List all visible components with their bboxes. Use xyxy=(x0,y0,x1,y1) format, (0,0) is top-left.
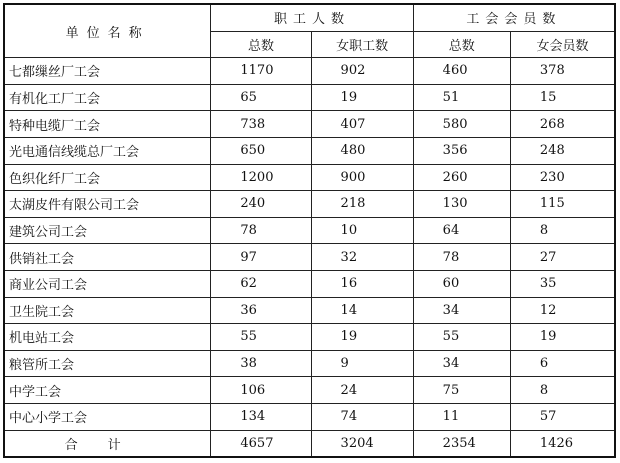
staff-total-cell: 78 xyxy=(211,217,311,244)
header-unit-name: 单位名称 xyxy=(4,4,211,58)
total-union-total: 2354 xyxy=(413,430,510,457)
union-female-cell: 115 xyxy=(510,191,615,218)
header-union-member-count: 工会会员数 xyxy=(413,4,615,31)
union-total-cell: 60 xyxy=(413,270,510,297)
unit-name-cell: 供销社工会 xyxy=(4,244,211,271)
table-row xyxy=(4,244,615,271)
unit-name-cell: 中学工会 xyxy=(4,377,211,404)
table-row xyxy=(4,58,615,85)
header-union-total: 总数 xyxy=(413,31,510,58)
table-body xyxy=(4,58,615,430)
unit-name-cell: 七都缫丝厂工会 xyxy=(4,58,211,85)
staff-female-cell: 74 xyxy=(311,403,413,430)
table-row xyxy=(4,217,615,244)
header-union-female: 女会员数 xyxy=(510,31,615,58)
union-total-cell: 580 xyxy=(413,111,510,138)
header-staff-total: 总数 xyxy=(211,31,311,58)
total-union-female: 1426 xyxy=(510,430,615,457)
union-total-cell: 11 xyxy=(413,403,510,430)
staff-total-cell: 97 xyxy=(211,244,311,271)
table-row xyxy=(4,270,615,297)
unit-name-cell: 建筑公司工会 xyxy=(4,217,211,244)
union-total-cell: 75 xyxy=(413,377,510,404)
union-total-cell: 356 xyxy=(413,137,510,164)
staff-female-cell: 10 xyxy=(311,217,413,244)
table-row xyxy=(4,84,615,111)
union-female-cell: 35 xyxy=(510,270,615,297)
union-female-cell: 15 xyxy=(510,84,615,111)
staff-total-cell: 55 xyxy=(211,324,311,351)
table-row xyxy=(4,377,615,404)
staff-female-cell: 14 xyxy=(311,297,413,324)
table-row xyxy=(4,164,615,191)
union-total-cell: 34 xyxy=(413,297,510,324)
total-label: 合计 xyxy=(4,430,211,457)
unit-name-cell: 中心小学工会 xyxy=(4,403,211,430)
unit-name-cell: 机电站工会 xyxy=(4,324,211,351)
header-staff-female: 女职工数 xyxy=(311,31,413,58)
staff-female-cell: 218 xyxy=(311,191,413,218)
table-row xyxy=(4,137,615,164)
unit-name-cell: 色织化纤厂工会 xyxy=(4,164,211,191)
table-row xyxy=(4,297,615,324)
staff-female-cell: 19 xyxy=(311,324,413,351)
union-statistics-table xyxy=(3,3,616,458)
staff-female-cell: 902 xyxy=(311,58,413,85)
staff-total-cell: 1170 xyxy=(211,58,311,85)
staff-total-cell: 62 xyxy=(211,270,311,297)
header-row-groups xyxy=(4,4,615,31)
unit-name-cell: 有机化工厂工会 xyxy=(4,84,211,111)
union-female-cell: 8 xyxy=(510,217,615,244)
staff-female-cell: 407 xyxy=(311,111,413,138)
staff-total-cell: 134 xyxy=(211,403,311,430)
union-total-cell: 130 xyxy=(413,191,510,218)
header-staff-count: 职工人数 xyxy=(211,4,413,31)
total-staff-female: 3204 xyxy=(311,430,413,457)
staff-total-cell: 65 xyxy=(211,84,311,111)
table-header xyxy=(4,4,615,58)
table-row xyxy=(4,324,615,351)
union-total-cell: 34 xyxy=(413,350,510,377)
unit-name-cell: 光电通信线缆总厂工会 xyxy=(4,137,211,164)
table-row xyxy=(4,350,615,377)
union-female-cell: 230 xyxy=(510,164,615,191)
staff-female-cell: 24 xyxy=(311,377,413,404)
staff-female-cell: 16 xyxy=(311,270,413,297)
staff-total-cell: 106 xyxy=(211,377,311,404)
total-row xyxy=(4,430,615,457)
staff-total-cell: 240 xyxy=(211,191,311,218)
union-female-cell: 6 xyxy=(510,350,615,377)
total-staff-total: 4657 xyxy=(211,430,311,457)
union-female-cell: 248 xyxy=(510,137,615,164)
staff-female-cell: 19 xyxy=(311,84,413,111)
staff-female-cell: 480 xyxy=(311,137,413,164)
staff-female-cell: 900 xyxy=(311,164,413,191)
union-total-cell: 55 xyxy=(413,324,510,351)
staff-female-cell: 9 xyxy=(311,350,413,377)
unit-name-cell: 粮管所工会 xyxy=(4,350,211,377)
union-female-cell: 57 xyxy=(510,403,615,430)
union-female-cell: 378 xyxy=(510,58,615,85)
staff-total-cell: 38 xyxy=(211,350,311,377)
union-female-cell: 8 xyxy=(510,377,615,404)
table-row xyxy=(4,111,615,138)
union-female-cell: 268 xyxy=(510,111,615,138)
table-footer xyxy=(4,430,615,457)
union-female-cell: 27 xyxy=(510,244,615,271)
table-row xyxy=(4,191,615,218)
staff-total-cell: 36 xyxy=(211,297,311,324)
unit-name-cell: 特种电缆厂工会 xyxy=(4,111,211,138)
union-female-cell: 12 xyxy=(510,297,615,324)
union-statistics-table-wrapper xyxy=(3,3,616,458)
union-total-cell: 260 xyxy=(413,164,510,191)
unit-name-cell: 卫生院工会 xyxy=(4,297,211,324)
staff-total-cell: 1200 xyxy=(211,164,311,191)
staff-female-cell: 32 xyxy=(311,244,413,271)
unit-name-cell: 商业公司工会 xyxy=(4,270,211,297)
union-total-cell: 51 xyxy=(413,84,510,111)
union-female-cell: 19 xyxy=(510,324,615,351)
union-total-cell: 460 xyxy=(413,58,510,85)
staff-total-cell: 650 xyxy=(211,137,311,164)
table-row xyxy=(4,403,615,430)
unit-name-cell: 太湖皮件有限公司工会 xyxy=(4,191,211,218)
union-total-cell: 78 xyxy=(413,244,510,271)
union-total-cell: 64 xyxy=(413,217,510,244)
staff-total-cell: 738 xyxy=(211,111,311,138)
